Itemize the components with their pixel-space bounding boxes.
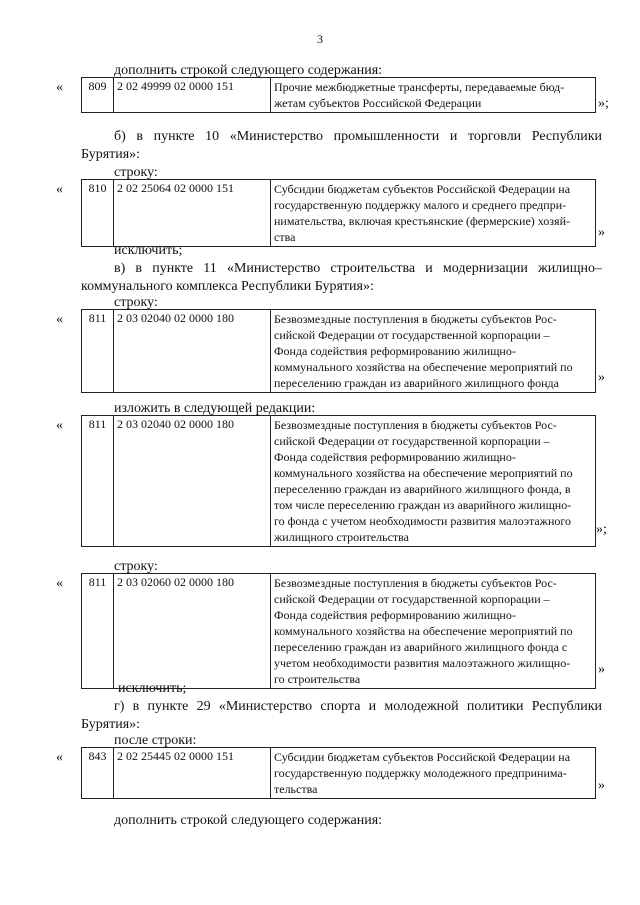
kbk-code-cell: 2 03 02040 02 0000 180 bbox=[114, 310, 271, 393]
paragraph-g-line3: после строки: bbox=[114, 733, 197, 748]
open-quote: « bbox=[56, 80, 63, 95]
description-line: Фонда содействия реформированию жилищно- bbox=[274, 344, 516, 358]
description-line: сийской Федерации от государственной корпорации – bbox=[274, 592, 550, 606]
paragraph-v-line3: строку: bbox=[114, 295, 158, 310]
description-line: коммунального хозяйства на обеспечение мероприятий по bbox=[274, 624, 573, 638]
close-quote: »; bbox=[598, 96, 609, 111]
open-quote: « bbox=[56, 750, 63, 765]
admin-code-cell: 843 bbox=[82, 748, 114, 799]
description-line: государственную поддержку малого и среднего предпри- bbox=[274, 198, 567, 212]
paragraph-v-line2: коммунального комплекса Республики Бурятия»: bbox=[81, 279, 374, 294]
description-line: Фонда содействия реформированию жилищно- bbox=[274, 450, 516, 464]
description-line: Безвозмездные поступления в бюджеты субъектов Рос- bbox=[274, 576, 557, 590]
description-line: Субсидии бюджетам субъектов Российской Федерации на bbox=[274, 750, 571, 764]
paragraph-g-line1: г) в пункте 29 «Министерство спорта и молодежной политики Республики bbox=[114, 699, 602, 714]
description-cell bbox=[271, 748, 596, 799]
paragraph-row-label: строку: bbox=[114, 559, 158, 574]
close-quote: » bbox=[598, 370, 605, 385]
budget-table-row-811-a bbox=[81, 309, 596, 393]
paragraph-b-line3: строку: bbox=[114, 165, 158, 180]
admin-code-cell: 809 bbox=[82, 78, 114, 113]
description-line: Безвозмездные поступления в бюджеты субъектов Рос- bbox=[274, 418, 557, 432]
description-cell bbox=[271, 574, 596, 689]
admin-code-cell: 811 bbox=[82, 310, 114, 393]
description-line: переселению граждан из аварийного жилищного фонда bbox=[274, 376, 559, 390]
paragraph-v-line1: в) в пункте 11 «Министерство строительства и модернизации жилищно– bbox=[114, 261, 602, 276]
paragraph-b-line1: б) в пункте 10 «Министерство промышленности и торговли Республики bbox=[114, 129, 602, 144]
budget-table-row-809 bbox=[81, 77, 596, 113]
paragraph-add-line: дополнить строкой следующего содержания: bbox=[114, 63, 383, 78]
description-line: государственную поддержку молодежного предпринима- bbox=[274, 766, 567, 780]
budget-table-row-843 bbox=[81, 747, 596, 799]
kbk-code-cell: 2 03 02040 02 0000 180 bbox=[114, 416, 271, 547]
close-quote: »; bbox=[596, 522, 607, 537]
open-quote: « bbox=[56, 576, 63, 591]
kbk-code-cell: 2 02 25445 02 0000 151 bbox=[114, 748, 271, 799]
description-line: тельства bbox=[274, 782, 318, 796]
budget-table-row-811-b bbox=[81, 415, 596, 547]
description-line: учетом необходимости развития малоэтажного жилищно- bbox=[274, 656, 571, 670]
description-line: Фонда содействия реформированию жилищно- bbox=[274, 608, 516, 622]
description-line: сийской Федерации от государственной корпорации – bbox=[274, 328, 550, 342]
description-line: Безвозмездные поступления в бюджеты субъектов Рос- bbox=[274, 312, 557, 326]
close-quote: » bbox=[598, 225, 605, 240]
open-quote: « bbox=[56, 182, 63, 197]
description-line: го строительства bbox=[274, 672, 361, 686]
close-quote: » bbox=[598, 778, 605, 793]
description-cell bbox=[271, 78, 596, 113]
description-cell bbox=[271, 180, 596, 247]
kbk-code-cell: 2 02 49999 02 0000 151 bbox=[114, 78, 271, 113]
description-line: жилищного строительства bbox=[274, 530, 409, 544]
paragraph-g-line2: Бурятия»: bbox=[81, 717, 141, 732]
admin-code-cell: 810 bbox=[82, 180, 114, 247]
description-cell bbox=[271, 416, 596, 547]
description-line: коммунального хозяйства на обеспечение мероприятий по bbox=[274, 466, 573, 480]
description-line: Субсидии бюджетам субъектов Российской Федерации на bbox=[274, 182, 571, 196]
admin-code-cell: 811 bbox=[82, 574, 114, 689]
paragraph-replace: изложить в следующей редакции: bbox=[114, 401, 316, 416]
kbk-code-cell: 2 03 02060 02 0000 180 bbox=[114, 574, 271, 689]
paragraph-exclude-2: исключить; bbox=[118, 681, 187, 696]
kbk-code-cell: 2 02 25064 02 0000 151 bbox=[114, 180, 271, 247]
paragraph-exclude: исключить; bbox=[114, 243, 183, 258]
page-number: 3 bbox=[317, 32, 323, 46]
description-line: переселению граждан из аварийного жилищного фонда с bbox=[274, 640, 568, 654]
budget-table-row-811-c bbox=[81, 573, 596, 689]
description-line: ства bbox=[274, 230, 296, 244]
description-line: коммунального хозяйства на обеспечение мероприятий по bbox=[274, 360, 573, 374]
description-line: Прочие межбюджетные трансферты, передаваемые бюд- bbox=[274, 80, 565, 94]
close-quote: » bbox=[598, 662, 605, 677]
paragraph-add-line-2: дополнить строкой следующего содержания: bbox=[114, 813, 383, 828]
description-line: нимательства, включая крестьянские (фермерские) хозяй- bbox=[274, 214, 570, 228]
description-line: переселению граждан из аварийного жилищного фонда, в bbox=[274, 482, 571, 496]
description-cell bbox=[271, 310, 596, 393]
description-line: сийской Федерации от государственной корпорации – bbox=[274, 434, 550, 448]
open-quote: « bbox=[56, 418, 63, 433]
description-line: том числе переселению граждан из аварийного жилищно- bbox=[274, 498, 572, 512]
budget-table-row-810 bbox=[81, 179, 596, 247]
admin-code-cell: 811 bbox=[82, 416, 114, 547]
open-quote: « bbox=[56, 312, 63, 327]
paragraph-b-line2: Бурятия»: bbox=[81, 147, 141, 162]
description-line: го фонда с учетом необходимости развития малоэтажного bbox=[274, 514, 572, 528]
description-line: жетам субъектов Российской Федерации bbox=[274, 96, 482, 110]
